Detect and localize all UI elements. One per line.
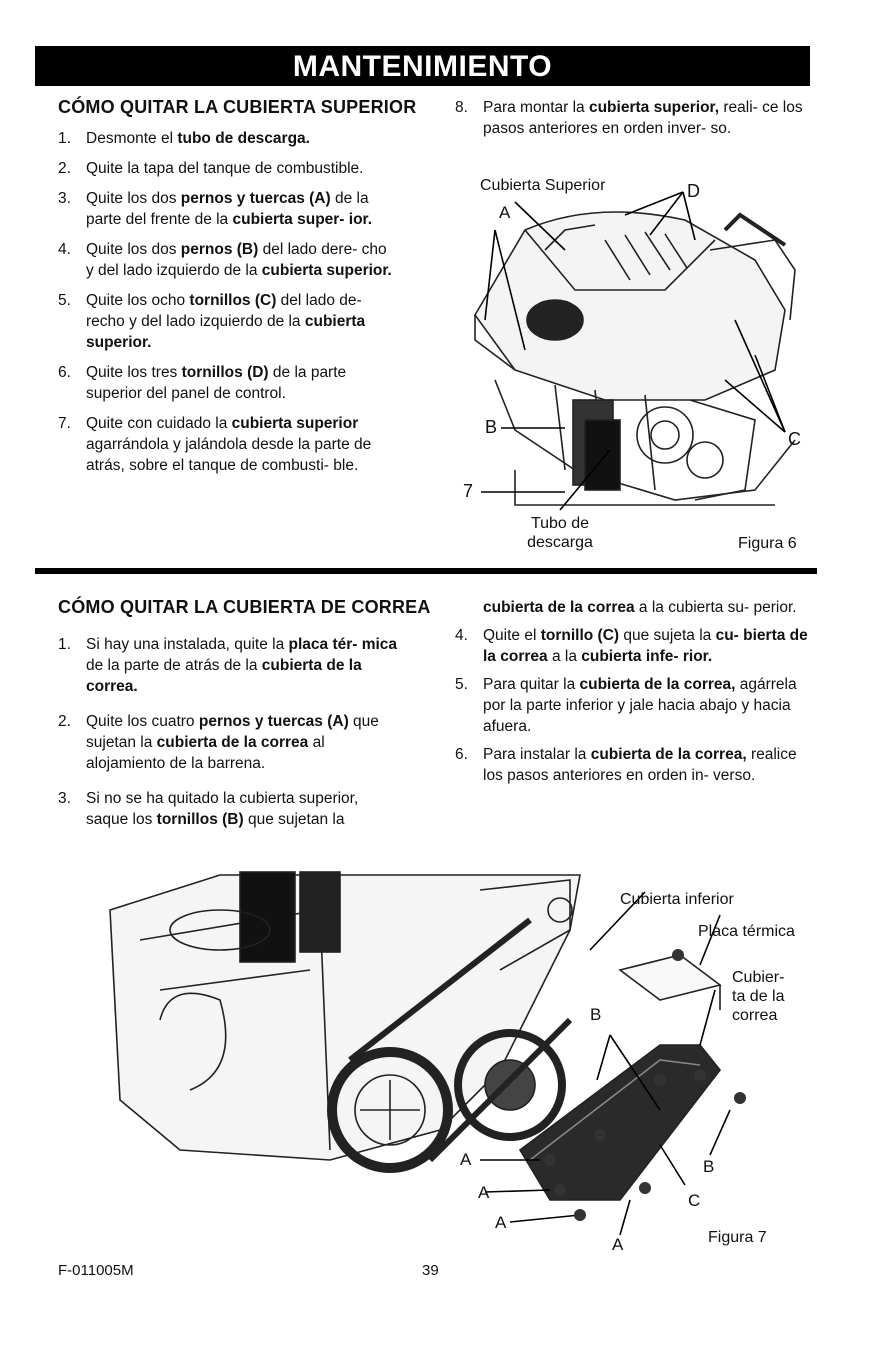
fig7-caption: Figura 7 [708, 1229, 767, 1246]
fig6-label-d: D [687, 181, 700, 201]
step-number: 4. [58, 241, 71, 258]
fig6-label-a: A [499, 203, 511, 222]
section2-step-1 [58, 634, 403, 697]
fig7-label-cubierta-inferior: Cubierta inferior [620, 891, 734, 908]
section1-step-3 [58, 188, 398, 230]
step-text: Quite los dos pernos (B) del lado dere- cho y del lado izquierdo de la cubierta superior. [86, 241, 392, 279]
step-text: Quite los tres tornillos (D) de la parte superior del panel de control. [86, 364, 347, 402]
fig7-label-c: C [688, 1191, 701, 1210]
fig7-label-placa: Placa térmica [698, 923, 795, 940]
fig6-label-c: C [788, 429, 801, 449]
step-text: Para montar la cubierta superior, reali- ce los pasos anteriores en orden inver- so. [483, 99, 803, 137]
fig7-label-a-4: A [612, 1235, 624, 1254]
fig7-label-b-bottom: B [703, 1157, 715, 1176]
figure-7 [100, 870, 820, 1260]
fig6-label-b: B [485, 417, 498, 437]
step-text: Si no se ha quitado la cubierta superior, saque los tornillos (B) que sujetan la [86, 790, 359, 828]
fig6-label-tubo: Tubo de descarga [527, 515, 593, 551]
section2-step-4 [455, 597, 810, 618]
step-text: Si hay una instalada, quite la placa tér- mica de la parte de atrás de la cubierta de la correa. [86, 636, 398, 695]
fig7-label-a-2: A [478, 1183, 490, 1202]
step-number: 7. [58, 415, 71, 432]
section2-step-3 [58, 788, 403, 830]
fig7-label-cubierta-correa: Cubier- ta de la correa [732, 969, 785, 1024]
section1-step-2 [58, 158, 398, 179]
step-number: 2. [58, 713, 71, 730]
section1-step-4 [58, 239, 398, 281]
step-number: 3. [58, 190, 71, 207]
step-text: Para quitar la cubierta de la correa, agárrela por la parte inferior y jale hacia abajo y hacia afuera. [483, 676, 797, 735]
step-number: 1. [58, 636, 71, 653]
section2-step-5 [455, 625, 810, 667]
page-number: 39 [422, 1262, 439, 1279]
section1-steps-left [58, 128, 398, 485]
section1-step-6 [58, 362, 398, 404]
fig6-label-7: 7 [463, 481, 474, 501]
fig7-label-a-3: A [495, 1213, 507, 1232]
section1-heading: CÓMO QUITAR LA CUBIERTA SUPERIOR [58, 97, 417, 117]
step-number: 4. [455, 627, 468, 644]
section1-steps-right [455, 97, 805, 146]
section2-steps-left [58, 634, 403, 844]
figure-6 [455, 170, 815, 560]
fig7-label-a-1: A [460, 1150, 472, 1169]
step-number: 2. [58, 160, 71, 177]
section2-steps-right [455, 597, 810, 793]
step-text: cubierta de la correa a la cubierta su- perior. [483, 599, 797, 616]
step-number: 5. [455, 676, 468, 693]
step-text: Quite los ocho tornillos (C) del lado de- recho y del lado izquierdo de la cubierta superior. [86, 292, 366, 351]
fig6-caption: Figura 6 [738, 535, 797, 552]
step-number: 1. [58, 130, 71, 147]
step-number: 6. [58, 364, 71, 381]
step-number: 5. [58, 292, 71, 309]
fig7-label-b-top: B [590, 1005, 602, 1024]
fig6-label-cubierta-superior: Cubierta Superior [480, 177, 606, 194]
step-number: 3. [58, 790, 71, 807]
section1-step-7 [58, 413, 398, 476]
step-text: Desmonte el tubo de descarga. [86, 130, 310, 147]
step-number: 8. [455, 99, 468, 116]
section1-step-1 [58, 128, 398, 149]
section-divider [35, 568, 817, 574]
section1-step-5 [58, 290, 398, 353]
step-text: Quite con cuidado la cubierta superior agarrándola y jalándola desde la parte de atrás, sobre el tanque de combusti- ble. [86, 415, 372, 474]
section2-step-2 [58, 711, 403, 774]
footer-code: F-011005M [58, 1262, 134, 1279]
step-text: Quite los dos pernos y tuercas (A) de la parte del frente de la cubierta super- ior. [86, 190, 373, 228]
step-text: Quite los cuatro pernos y tuercas (A) que sujetan la cubierta de la correa al alojamiento de la barrena. [86, 713, 379, 772]
section2-heading: CÓMO QUITAR LA CUBIERTA DE CORREA [58, 597, 431, 617]
section2-step-6 [455, 674, 810, 737]
page-banner: MANTENIMIENTO [35, 46, 810, 86]
step-text: Quite la tapa del tanque de combustible. [86, 160, 364, 177]
figure-6-illustration [455, 170, 815, 560]
section1-step-8 [455, 97, 805, 139]
step-text: Quite el tornillo (C) que sujeta la cu- bierta de la correa a la cubierta infe- rior. [483, 627, 808, 665]
step-number: 6. [455, 746, 468, 763]
section2-step-7 [455, 744, 810, 786]
step-text: Para instalar la cubierta de la correa, realice los pasos anteriores en orden in- verso. [483, 746, 797, 784]
